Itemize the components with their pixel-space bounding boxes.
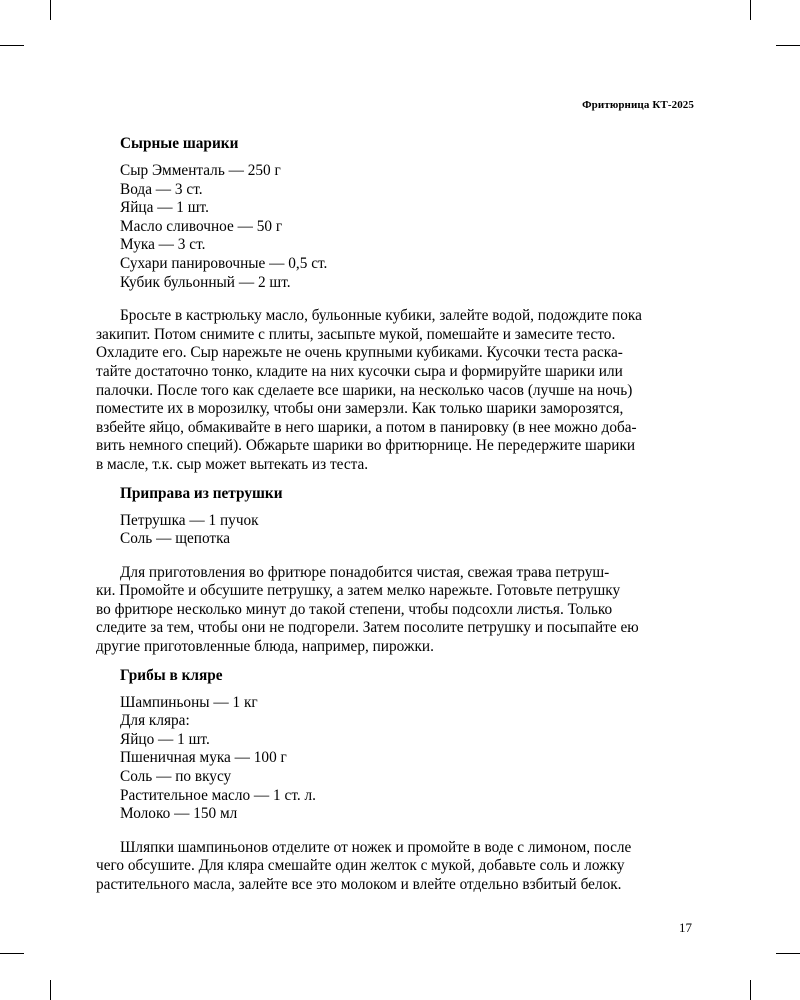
ingredient-item: Масло сливочное — 50 г (120, 217, 283, 235)
method-line: другие приготовленные блюда, например, пирожки. (96, 638, 434, 656)
method-line: во фритюре несколько минут до такой степени, чтобы подсохли листья. Только (96, 600, 613, 618)
ingredient-item: Шампиньоны — 1 кг (120, 693, 258, 711)
method-line: Шляпки шампиньонов отделите от ножек и промойте в воде с лимоном, после (120, 838, 632, 856)
recipe-title: Сырные шарики (120, 135, 239, 152)
method-line: Бросьте в кастрюльку масло, бульонные кубики, залейте водой, подождите пока (120, 307, 642, 325)
method-line: растительного масла, залейте все это молоком и влейте отдельно взбитый белок. (96, 876, 622, 893)
method-line: тайте достаточно тонко, кладите на них кусочки сыра и формируйте шарики или (96, 362, 623, 380)
method-line: палочки. После того как сделаете все шарики, на несколько часов (лучше на ночь) (96, 381, 633, 399)
ingredient-item: Молоко — 150 мл (120, 805, 238, 823)
recipe-method (96, 564, 696, 657)
recipe-method (96, 307, 696, 474)
crop-mark (50, 0, 51, 20)
recipe-method (96, 839, 696, 895)
method-line: взбейте яйцо, обмакивайте в него шарики, а потом в панировку (в нее можно доба- (96, 418, 637, 436)
method-line: Охладите его. Сыр нарежьте не очень крупными кубиками. Кусочки теста раска- (96, 344, 623, 362)
method-line: чего обсушите. Для кляра смешайте один желток с мукой, добавьте соль и ложку (96, 857, 625, 875)
method-line: закипит. Потом снимите с плиты, засыпьте мукой, помешайте и замесите тесто. (96, 325, 616, 343)
ingredient-list (120, 512, 696, 549)
ingredient-item: Соль — щепотка (120, 530, 231, 548)
recipe-parsley-seasoning (96, 484, 696, 657)
ingredient-item: Мука — 3 ст. (120, 236, 206, 254)
recipe-title: Грибы в кляре (120, 666, 223, 684)
method-line: следите за тем, чтобы они не подгорели. Затем посолите петрушку и посыпайте ею (96, 619, 639, 637)
method-line: Для приготовления во фритюре понадобится чистая, свежая трава петруш- (120, 563, 610, 581)
ingredient-item: Вода — 3 ст. (120, 180, 203, 198)
recipe-mushrooms-in-batter (96, 666, 696, 895)
ingredient-item: Для кляра: (120, 712, 190, 730)
crop-mark (750, 0, 751, 20)
ingredient-item: Яйца — 1 шт. (120, 199, 209, 217)
ingredient-item: Яйцо — 1 шт. (120, 730, 210, 748)
ingredient-item: Сухари панировочные — 0,5 ст. (120, 254, 328, 272)
ingredient-item: Пшеничная мука — 100 г (120, 749, 287, 767)
ingredient-item: Растительное масло — 1 ст. л. (120, 786, 316, 804)
crop-mark (0, 953, 24, 954)
ingredient-item: Сыр Эмменталь — 250 г (120, 162, 281, 179)
running-head: Фритюрница КТ-2025 (582, 99, 694, 111)
crop-mark (776, 953, 800, 954)
recipe-cheese-balls (96, 134, 696, 475)
crop-mark (50, 980, 51, 1000)
method-line: в масле, т.к. сыр может вытекать из теста. (96, 455, 369, 473)
ingredient-item: Кубик бульонный — 2 шт. (120, 273, 291, 291)
ingredient-list (120, 694, 696, 824)
ingredient-item: Петрушка — 1 пучок (120, 511, 259, 529)
ingredient-list (120, 162, 696, 292)
ingredient-item: Соль — по вкусу (120, 768, 232, 786)
crop-mark (0, 45, 24, 46)
method-line: вить немного специй). Обжарьте шарики во фритюрнице. Не передержите шарики (96, 437, 636, 455)
crop-mark (776, 45, 800, 46)
method-line: ки. Промойте и обсушите петрушку, а затем мелко нарежьте. Готовьте петрушку (96, 582, 621, 600)
recipe-title: Приправа из петрушки (120, 484, 283, 502)
crop-mark (750, 980, 751, 1000)
page-number: 17 (679, 920, 692, 935)
page-content (96, 134, 696, 904)
method-line: поместите их в морозилку, чтобы они замерзли. Как только шарики заморозятся, (96, 400, 624, 418)
